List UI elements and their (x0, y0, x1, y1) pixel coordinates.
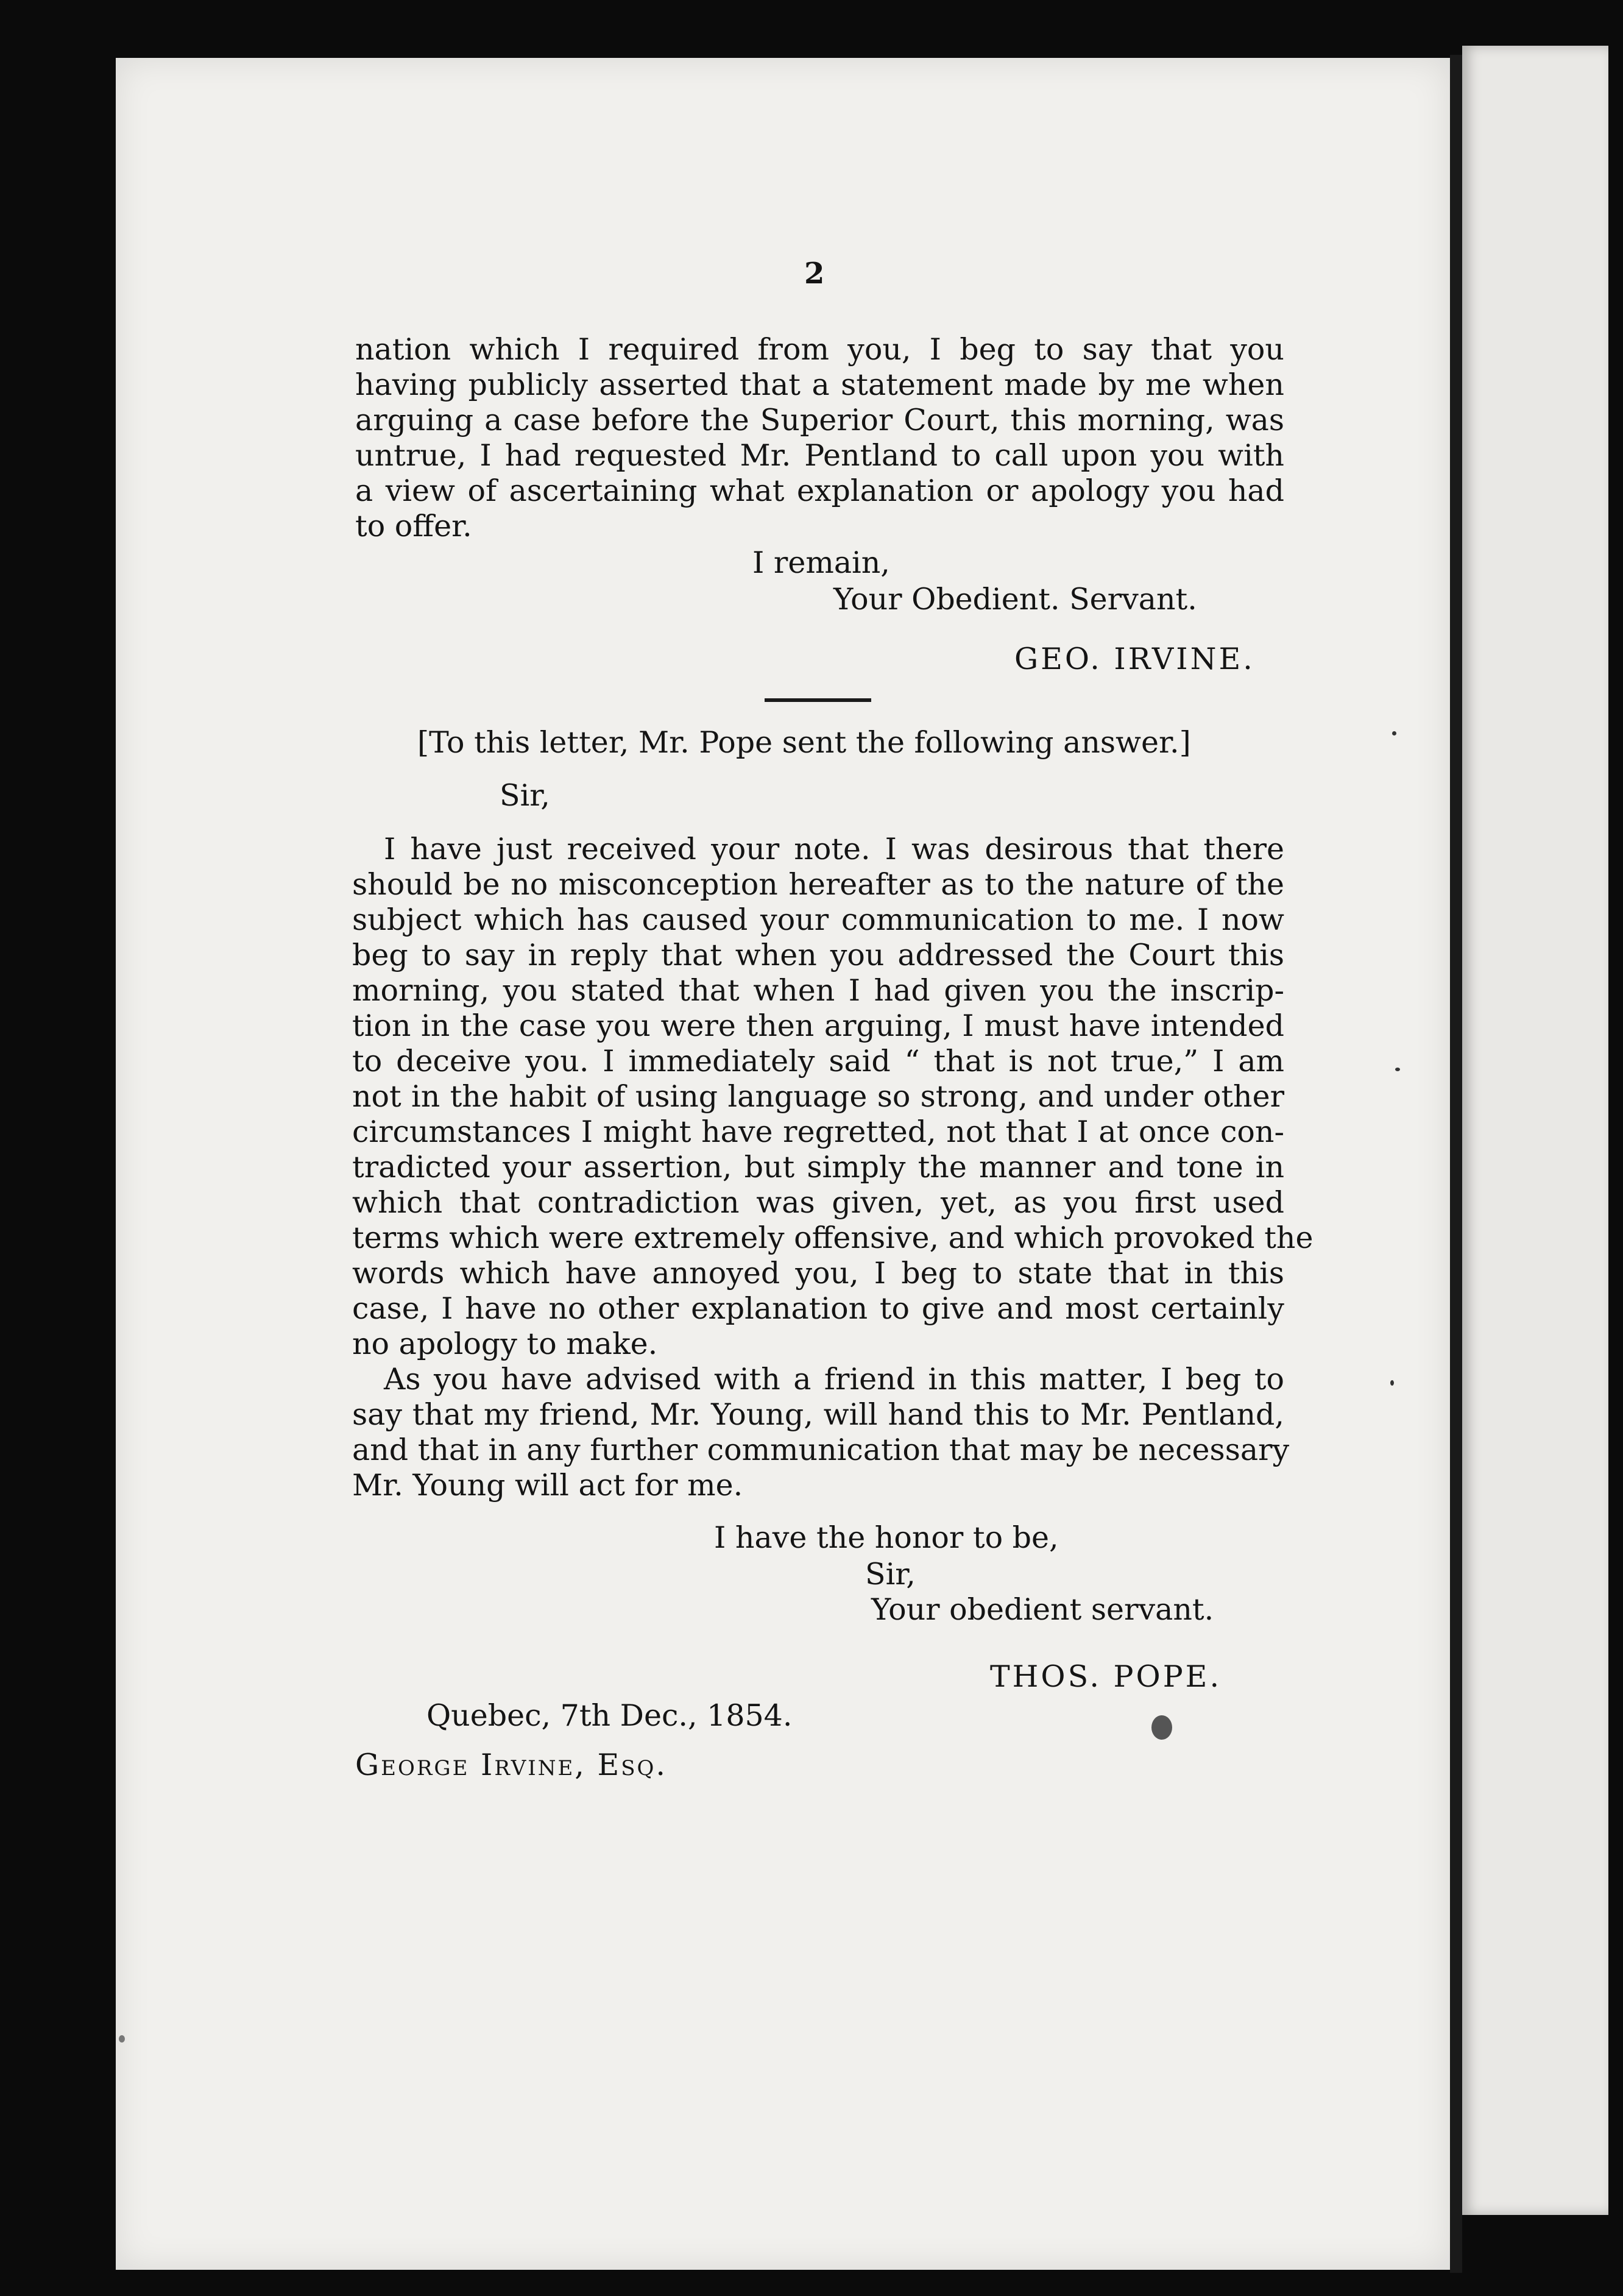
text-line: case, I have no other explanation to give and most certainly (352, 1291, 1284, 1326)
ink-speck (1392, 731, 1396, 735)
date-line: Quebec, 7th Dec., 1854. (426, 1698, 793, 1733)
paragraph-1 (355, 332, 1284, 544)
text-line: nation which I required from you, I beg to say that you (355, 332, 1284, 367)
text-line: subject which has caused your communication to me. I now (352, 902, 1284, 937)
text-line: tion in the case you were then arguing, I must have intended (352, 1008, 1284, 1043)
text-line: to offer. (355, 509, 472, 544)
salutation: Sir, (500, 778, 550, 813)
text-line: a view of ascertaining what explanation or apology you had (355, 473, 1284, 508)
ink-speck (1390, 1380, 1394, 1386)
text-line: beg to say in reply that when you addressed the Court this (352, 938, 1284, 973)
text-line: arguing a case before the Superior Court, this morning, was (355, 403, 1284, 438)
section-divider (765, 698, 871, 702)
page-gutter (1450, 55, 1462, 2273)
text-line: circumstances I might have regretted, not that I at once con- (352, 1114, 1284, 1149)
ink-speck (1395, 1068, 1400, 1071)
text-line: no apology to make. (352, 1327, 658, 1361)
closing-servant: Your Obedient. Servant. (833, 582, 1197, 617)
text-line: should be no misconception hereafter as to the nature of the (352, 867, 1284, 902)
paragraph-2 (352, 832, 1314, 1503)
signature-irvine: GEO. IRVINE. (1014, 642, 1255, 676)
text-line: words which have annoyed you, I beg to state that in this (352, 1256, 1284, 1291)
signature-pope: THOS. POPE. (990, 1659, 1222, 1694)
text-line: say that my friend, Mr. Young, will hand this to Mr. Pentland, (352, 1397, 1284, 1432)
facing-page-edge (1462, 46, 1608, 2215)
text-line: not in the habit of using language so strong, and under other (352, 1079, 1284, 1114)
text-line: and that in any further communication that may be necessary (352, 1433, 1290, 1467)
addressee: George Irvine, Esq. (355, 1748, 667, 1782)
text-line: which that contradiction was given, yet, as you first used (352, 1185, 1284, 1220)
text-line: Mr. Young will act for me. (352, 1468, 743, 1503)
closing-honor: I have the honor to be, (714, 1520, 1059, 1555)
ink-speck (119, 2035, 125, 2043)
text-line: to deceive you. I immediately said “ that is not true,” I am (352, 1044, 1284, 1079)
text-line: tradicted your assertion, but simply the manner and tone in (352, 1150, 1284, 1185)
text-line: having publicly asserted that a statement made by me when (355, 367, 1284, 402)
closing-sir: Sir, (865, 1557, 916, 1592)
text-line: terms which were extremely offensive, and which provoked the (352, 1221, 1314, 1255)
closing-remain: I remain, (752, 545, 890, 580)
text-line: As you have advised with a friend in this matter, I beg to (384, 1362, 1284, 1397)
editorial-note: [To this letter, Mr. Pope sent the following answer.] (417, 725, 1191, 760)
text-line: untrue, I had requested Mr. Pentland to call upon you with (355, 438, 1284, 473)
text-line: I have just received your note. I was desirous that there (384, 832, 1284, 866)
closing-servant-2: Your obedient servant. (871, 1592, 1214, 1627)
page-number: 2 (804, 257, 825, 291)
text-line: morning, you stated that when I had given you the inscrip- (352, 973, 1284, 1008)
ink-speck (1151, 1715, 1172, 1740)
